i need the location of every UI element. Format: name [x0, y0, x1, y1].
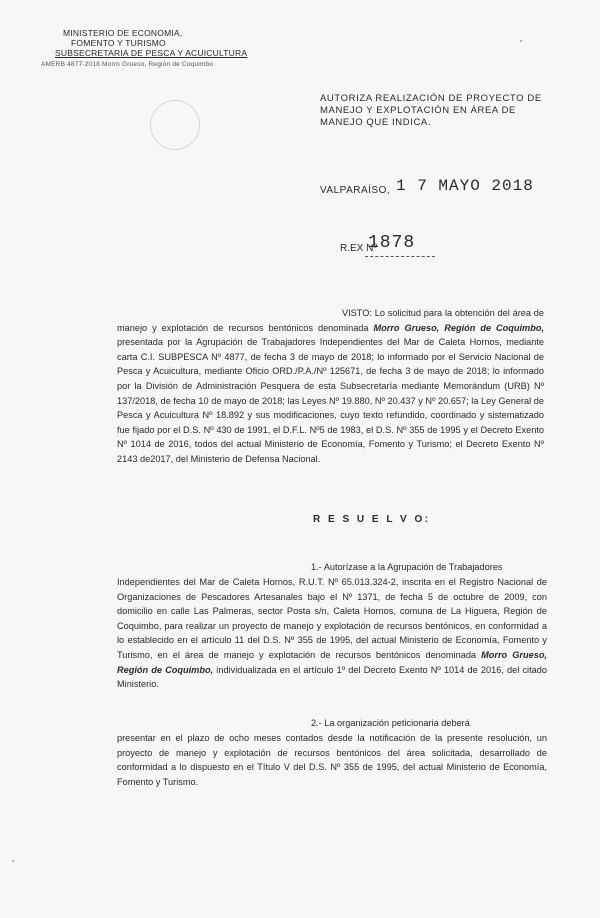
visto-paragraph — [117, 306, 544, 467]
resolution-subject: AUTORIZA REALIZACIÓN DE PROYECTO DE MANEJO Y EXPLOTACIÓN EN ÁREA DE MANEJO QUE INDICA. — [320, 93, 542, 128]
date-stamp: 1 7 MAYO 2018 — [396, 177, 534, 195]
item1-area-name: Morro Grueso, Región de Coquimbo, — [117, 649, 547, 675]
visto-text-pre: Lo solicitud para la obtención del área de manejo y explotación de recursos bentónicos denominada — [117, 308, 544, 333]
subsecretaria-line: SUBSECRETARIA DE PESCA Y ACUICULTURA — [55, 48, 248, 58]
item1-lead: 1.- Autorízase a la Agrupación de Trabajadores — [311, 562, 503, 572]
item2-paragraph: presentar en el plazo de ocho meses contados desde la notificación de la presente resolución, un proyecto de manejo y explotación de recursos bentónicos del área solicitada, desarrollado de conformidad a lo dispuesto en el Título V del D.S. Nº 355 de 1995, del actual Ministerio de Economía, Fomento y Turismo. — [117, 733, 547, 787]
ministry-line-1: MINISTERIO DE ECONOMIA, — [63, 28, 183, 38]
resolution-number: 1878 — [368, 233, 416, 253]
scan-speck — [520, 40, 522, 42]
resolution-number-label: R.EX Nº — [340, 243, 377, 254]
letterhead — [41, 28, 248, 70]
date-city: VALPARAÍSO, — [320, 185, 391, 196]
item1-text-post: individualizada en el artículo 1º del Decreto Exento Nº 1014 de 2016, del citado Ministerio. — [117, 664, 547, 690]
visto-lead: VISTO: — [342, 308, 372, 318]
visto-text-post: presentada por la Agrupación de Trabajadores Independientes del Mar de Caleta Hornos, mediante carta C.I. SUBPESCA Nº 4877, de fecha 3 de mayo de 2018; lo informado por el Servicio Nacional de Pesca y Acuicultura, mediante Oficio ORD./P.A./Nº 125671, de fecha 3 de mayo de 2018; lo informado por la División de Administración Pesquera de esta Subsecretaría mediante Memorándum (URB) Nº 137/2018, de fecha 10 de mayo de 2018; las Leyes Nº 19.880, Nº 20.437 y Nº 20.657; la Ley General de Pesca y Acuicultura Nº 18.892 y sus modificaciones, cuyo texto refundido, coordinado y sistematizado fue fijado por el D.S. Nº 430 de 1991, el D.F.L. Nº5 de 1983, el D.S. Nº 355 de 1995 y el Decreto Exento Nº 1014 de 2016, todos del actual Ministerio de Economía, Fomento y Turismo; el Decreto Exento Nº 2143 de2017, del Ministerio de Defensa Nacional. — [117, 337, 544, 464]
reference-line: AMERB 4877-2018 Morro Grueso, Región de Coquimbo — [41, 61, 214, 68]
visto-area-name: Morro Grueso, Región de Coquimbo, — [373, 322, 544, 333]
item1-paragraph — [117, 575, 547, 692]
item1-text-pre: Independientes del Mar de Caleta Hornos, R.U.T. Nº 65.013.324-2, inscrita en el Registro Nacional de Organizaciones de Pescadores Artesanales bajo el Nº 1371, de fecha 5 de octubre de 2009, con domicilio en calle Las Palmeras, sector Posta s/n, Caleta Hornos, comuna de La Higuera, Región de Coquimbo, para realizar un proyecto de manejo y explotación de recursos bentónicos, en conformidad a lo establecido en el artículo 11 del D.S. Nº 355 de 1995, del actual Ministerio de Economía, Fomento y Turismo, en el área de manejo y explotación de recursos bentónicos denominada — [117, 577, 547, 660]
item2-lead: 2.- La organización peticionaria deberá — [311, 718, 470, 728]
resuelvo-heading: R E S U E L V O: — [313, 514, 431, 525]
faint-seal-stamp — [150, 100, 200, 150]
resolution-number-underline — [365, 256, 435, 257]
ministry-line-2: FOMENTO Y TURISMO — [71, 38, 166, 48]
scan-speck — [12, 860, 14, 862]
